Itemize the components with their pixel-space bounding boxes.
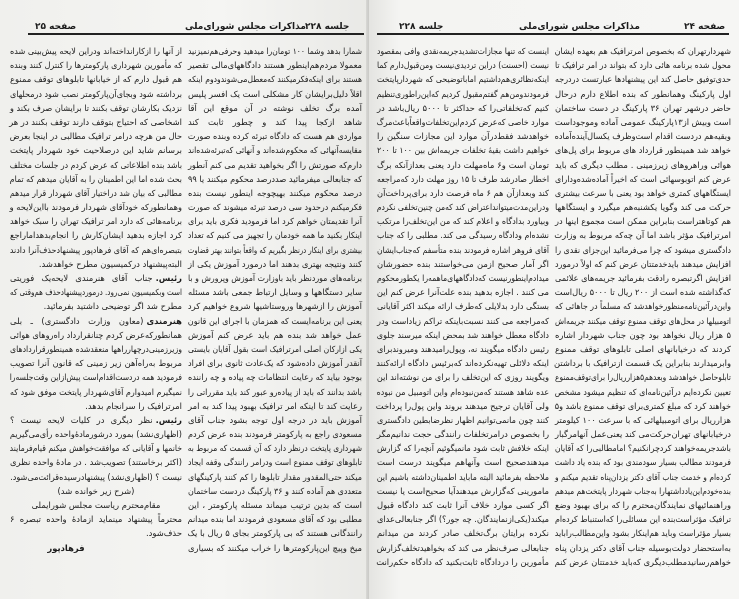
text-line: می کنند . اجازه بدهید بنده علت‌آنرا عرض کنم این bbox=[376, 287, 549, 298]
text-line: هزارریال برای اتومبیلهائی که با سرعت ۱۰۰ کیلومتر bbox=[555, 414, 731, 425]
left-page bbox=[0, 0, 369, 599]
text-line: شمارا بدهد وشما ۱۰۰ تومان‌را میدهید وحرفی‌هم‌نمیزنید bbox=[188, 46, 362, 56]
line-text: مربوط به‌راه‌آهن زیر زمینی که قانون آنرا تصویب bbox=[10, 358, 182, 369]
text-line: عرض کنم اتوبوسهائی است که اخیراً آماده‌شده‌ودارای bbox=[555, 173, 731, 184]
text-line bbox=[10, 328, 182, 342]
text-line: امرترافیک مؤثر باشد اما آن چه‌که مربوط به وزارت bbox=[554, 230, 731, 241]
text-line: ویگویند روزی که این‌تخلف را برای من نوشته‌اند این bbox=[376, 372, 549, 383]
text-line: مواردی هم هست که دادگاه تبرئه کرده وبنده صورت bbox=[187, 131, 362, 142]
text-line: وراهنمائیهای نمایندگان‌محترم را که برای بهبود وضع bbox=[555, 500, 731, 510]
text-line: خواهد شد همینطور قرارداد های مربوط برای پل‌های bbox=[554, 145, 731, 156]
text-line: مأمورین را دردادگاه ثابت‌بکنید که دادگاه حکم‌رانت bbox=[376, 556, 549, 567]
text-line: اول پارکینگ وهمانطور که بنده اطلاع دارم درحال bbox=[555, 88, 731, 99]
text-line bbox=[10, 158, 182, 172]
signature: فرهادپور bbox=[47, 542, 85, 553]
text-line bbox=[10, 370, 182, 384]
text-line: نکرده برایتان برگ‌تخلف صادر کردند من میدانم bbox=[377, 528, 549, 539]
text-line bbox=[10, 498, 182, 512]
line-text: (معاون وزارت دادگستری) ـ بلی bbox=[10, 315, 144, 326]
line-text: مطرح شد اگر توضیحی داشتید بفرمائید. bbox=[43, 301, 182, 312]
text-line: ایستگاههای کمتری خواهد بود یعنی با سرعت بیشتری bbox=[554, 187, 731, 198]
text-line: واین‌درآئین‌نامه‌منظورخواهدشد که مسلماً در جاهائی که bbox=[555, 301, 731, 312]
text-line: باشدجریمه‌خواهند کرد‌چرا‌نکنیم؟ اما‌مطالبی‌را که آقایان bbox=[554, 443, 731, 454]
text-line: بیشتری برای اینکار درنظر بگیریم که واقعاً بتوانند بهتر قضاوت bbox=[187, 244, 362, 255]
text-line: رعایت کند تا اینکه امر ترافیک بهبود پیدا کند به امر bbox=[188, 400, 362, 411]
text-line bbox=[10, 44, 182, 58]
text-line: شاهد ازکجا پیدا کند و چطور ثابت کند bbox=[188, 116, 362, 127]
text-line: یعنی این برنامه‌ایست که همزمان با اجرای این قانون bbox=[187, 315, 362, 326]
text-line bbox=[10, 72, 182, 86]
text-line: میخ وپیچ این‌پارکومترها را خراب میکنند که بسیاری bbox=[188, 542, 362, 553]
text-line bbox=[10, 87, 182, 101]
line-text: (شرح زیر خوانده شد) bbox=[57, 485, 135, 496]
text-line: خواهدشد فقط‌درآن موارد این مجازات سنگین را bbox=[377, 131, 549, 142]
line-text: برداشته شود وبجای‌آن‌پارکومتر نصب شود درمحلهای bbox=[10, 88, 182, 99]
text-line: درصد محکوم میکنند بهیچوجه اینطور نیست بنده bbox=[188, 187, 362, 198]
text-line bbox=[10, 257, 182, 271]
text-line: مامورینی که‌گزارش میدهند‌آیا صحیح‌است یا نیست bbox=[376, 485, 549, 496]
text-line: وابرمیدارند بنابراین یک قسمت ازترافیک با برداشتن bbox=[553, 358, 731, 369]
text-line: تومان است و۶ ماه‌مهلت دارد یعنی بعدازآنکه برگ bbox=[377, 159, 549, 170]
text-line bbox=[10, 399, 182, 413]
text-line bbox=[10, 200, 182, 214]
text-line bbox=[10, 115, 182, 129]
text-line bbox=[10, 512, 182, 526]
text-line: رئیس دادگاه میگویند نه، وپول‌رامیدهند ومیروند‌برای bbox=[377, 343, 549, 354]
text-line bbox=[10, 101, 182, 115]
text-line: ترافیک مؤثراست‌بنده این مسائلی‌را که‌استنباط کرده‌ام bbox=[555, 514, 731, 525]
line-text: مطالبی که بیان شد دراختیار آقای شهردار قرار میدهم bbox=[9, 187, 182, 198]
line-text: خانمها و آقایانی که موافقت‌خواهش میکنم قیام‌فرمایند bbox=[9, 443, 182, 454]
running-title: مذاکرات مجلس شورای‌ملی bbox=[519, 22, 640, 32]
text-line: جنابعالی صرف‌نظر می کند که بخواهید‌تخلف‌گزارش bbox=[376, 542, 549, 553]
text-line bbox=[10, 455, 182, 469]
text-line: آموزش را ازشهرها وروستاشیها شروع خواهیم کرد bbox=[187, 301, 362, 312]
line-text: امرترافیک را سرانجام بدهد. bbox=[85, 400, 182, 411]
line-text: که مأمورین شهرداری پارکومترها را کنترل کنند وبنده bbox=[10, 60, 182, 71]
line-text: حذف‌شود. bbox=[146, 528, 182, 539]
line-text: نظر دیگری در کلیات لایحه نیست ؟ bbox=[10, 414, 153, 425]
text-line: ولی آقایان ترجیح میدهند بروند واین پول‌را پرداخت bbox=[375, 400, 549, 411]
text-line: میدهندصحیح است وآنهاهم میگویند درست است bbox=[377, 457, 549, 468]
header-rule bbox=[377, 33, 729, 35]
text-line: کردند که درخیابانهای اصلی تابلوهای توقف ممنوع bbox=[555, 343, 731, 354]
text-line bbox=[10, 526, 182, 540]
text-line: بستگی دارد بدلایلی که‌طرف ارائه میکند اکثر آقایانی bbox=[376, 301, 549, 312]
text-line: هم کوتاهتراست بنابراین ممکن است مجموع اینها در bbox=[555, 216, 731, 227]
text-line: هوائی وراهروهای زیرزمینی . مطلب دیگری که باید bbox=[555, 159, 731, 170]
text-line bbox=[10, 484, 182, 498]
text-line: کرده‌ام و خدمت جناب آقای دکتر یزدان‌پناه تقدیم میکنم و bbox=[555, 471, 731, 482]
text-line bbox=[10, 58, 182, 72]
text-line: کنند ونتیجه بهتری بدهند اما درمورد آموزش یکی از bbox=[188, 258, 362, 269]
text-column-left bbox=[377, 44, 549, 569]
text-line: متعددی هم آماده کنند و ۳۶ پارکینگ دردست ساختمان bbox=[187, 485, 362, 496]
line-text: برنامه‌هائی که دارد امر ترافیک تهران را سبک خواهد bbox=[10, 216, 182, 227]
text-column-right bbox=[188, 44, 362, 555]
header-rule bbox=[28, 33, 364, 35]
text-line bbox=[10, 413, 182, 427]
text-line bbox=[10, 385, 182, 399]
line-text: بتبصره‌ای‌هم که آقای فرهادپور پیشنهاد‌حذف‌آنرا دادند bbox=[9, 244, 183, 255]
text-line: به‌استحضار دولت‌بوسیله جناب آقای دکتر یزدان پناه bbox=[555, 542, 731, 553]
text-line: اینکه‌نظائری‌هم‌داشتیم اما‌باتوضیحی که شهردار‌پایتخت bbox=[377, 74, 549, 85]
text-line bbox=[10, 143, 182, 157]
text-line: اینکه خلافش ثابت شود ما‌نمیگوئیم آنچه‌را که گزارش bbox=[376, 443, 549, 454]
text-line: اینکار بکنید ما همه خودمان را تجهیز می کنیم که تعداد bbox=[187, 230, 362, 241]
line-text: از آنها را ازکارانداخته‌اند ودراین لایحه پیش‌بینی شده bbox=[10, 46, 182, 56]
text-line: برنامه‌های موردنظر باید باوزارت آموزش وپرورش و با bbox=[188, 273, 362, 283]
text-line: را بخصوص درامرتخلفات رانندگی حجت ندانیم‌مگر bbox=[376, 429, 549, 440]
text-line: آمده برگ تخلف نوشته در آن موقع این آقا bbox=[188, 102, 362, 113]
text-line bbox=[10, 285, 182, 299]
line-text: بحث شده اما این اطمینان را به آقایان میدهم که تمام bbox=[9, 173, 183, 184]
text-line: اتومبیلها در محل‌های توقف ممنوع توقف میکنند جریمه‌اش bbox=[555, 315, 731, 326]
line-text: فرمودید همه دردست‌اقدام‌است پیش‌از‌این وقت‌جلسه‌را bbox=[9, 372, 183, 383]
text-line: افزایش میدهند بایدخدمتتان عرض کنم که اولاً درمورد bbox=[555, 258, 731, 269]
text-line: که جنابعالی میفرمائید صددرصد محکوم میکنند یا ۹۹ bbox=[188, 173, 362, 184]
line-text: جناب آقای هنرمندی لایحه‌یک فوریتی bbox=[10, 273, 153, 283]
text-line: مسعودی راجع به پارکومتر فرمودند بنده عرض کردم bbox=[188, 429, 362, 440]
text-line bbox=[10, 214, 182, 228]
text-line: اگر آمار صحیح ازمن می‌خواستند بنده حضورشان bbox=[377, 258, 549, 269]
line-text: کرد اجازه بدهید ایشان‌کارش را انجام‌بدهد‌اما‌راجع bbox=[10, 230, 182, 241]
line-text: وزیرزمینی‌درچهارراهها منعقدشده همینطور‌قراردادهای bbox=[10, 343, 182, 354]
text-line: که‌مراجعه می کنند نسبت‌باینکه تراکم زیاداست ودر bbox=[377, 315, 549, 326]
text-line bbox=[10, 441, 182, 455]
speaker-name: هنرمندی bbox=[146, 315, 182, 326]
text-line: نیست (احسنت) دراین تردیدی‌نیست ومن‌قبول‌دارم کما bbox=[377, 60, 549, 71]
text-line: حرکت می کند وگویا یکشنبه‌هم میگیرد و ایستگاهها bbox=[555, 202, 731, 213]
text-line: بسیار مؤثراست وباید هم‌اینکار بشود واین‌مطالب‌راباید bbox=[554, 528, 731, 539]
text-line: وبیاورد بدادگاه و اعلام کند که من این‌تخلف‌را مرتکب bbox=[377, 216, 549, 227]
text-line: هستند برای اینکه‌فکرمیکنند که‌معطل‌می‌شوندودوم اینکه bbox=[188, 74, 362, 85]
text-line: تعیین نکرده‌ایم درآئین‌نامه‌ای که تنظیم میشود مشخص bbox=[554, 386, 731, 397]
text-line: میدادم‌اینطور‌نیست که‌دادگاههای‌ما‌همه‌را یکطور‌محکوم bbox=[377, 273, 549, 283]
line-text: مقام‌محترم ریاست مجلس شورایملی bbox=[31, 500, 161, 510]
text-line: عده شاهد هستند که‌من‌نبوده‌ام واین اتومبیل من نبوده bbox=[376, 386, 549, 397]
line-text: (اظهاری‌نشد) بمورد درشورمادهٔ‌واحده رأی‌می‌گیریم bbox=[9, 429, 182, 440]
line-text: نمیگیرم امیدوارم آقای‌شهردار پایتخت موفق شود که bbox=[10, 386, 182, 397]
text-line: کند وبعدازآن هم ۶ ماه فرصت دارد برای‌پرداخت‌آن bbox=[377, 187, 549, 198]
speaker-name: رئیس. bbox=[155, 273, 182, 283]
text-line: ملاحظه بفرمائید البته ما‌باید اطمینان‌داشته باشیم این bbox=[376, 471, 549, 482]
line-text: هم قبول دارم که از خیابانها تابلوهای توقف ممنوع bbox=[10, 74, 182, 85]
speaker-name: رئیس. bbox=[155, 414, 182, 425]
text-line bbox=[10, 243, 182, 257]
text-line: آنرا تقدیمتان خواهم کرد اما فرمودید فکری باید برای bbox=[188, 216, 362, 227]
text-line bbox=[10, 427, 182, 441]
text-line: ۵ هزار ریال نخواهد بود چون جناب شهردار اشاره bbox=[555, 329, 731, 340]
line-text: نیست ؟ (اظهاری‌نشد) پیشنهادرسیده‌قرائت‌می‌شود. bbox=[10, 471, 182, 482]
text-line bbox=[10, 541, 182, 555]
text-line: که‌گذاشته شده است از ۲۰۰ ریال تا ۵۰۰۰ ریال‌است bbox=[554, 287, 731, 298]
text-line bbox=[10, 129, 182, 143]
text-line: مطلبی بود که آقای مسعودی فرمودند اما بنده میدانم bbox=[187, 514, 362, 525]
text-line: فرمودندومن‌هم گفتم‌مقبول کردیم که‌این‌راطوری‌تنظیم bbox=[376, 88, 549, 99]
text-line bbox=[10, 271, 182, 285]
text-column-left bbox=[10, 44, 182, 555]
running-title: مذاکرات مجلس شورای‌ملی bbox=[185, 22, 306, 32]
text-line bbox=[10, 299, 182, 313]
line-text: وهمانطورکه خودآقای شهردار فرمودند بااین‌لایحه و bbox=[9, 202, 182, 213]
text-line: افزایش اگرتبصره رادقت بفرمائید جریمه‌های علائمی bbox=[555, 273, 731, 283]
text-line: سایر دستگاهها و وسایل ارتباط جمعی باشد مسئله bbox=[188, 287, 362, 298]
text-line: دارم‌که صورتش را اگر بخواهید تقدیم می کنم آنطور bbox=[188, 159, 362, 170]
page-number: صفحه ۲۴ bbox=[684, 22, 726, 32]
text-line: اینست که تنها مجازات‌تشدیدجریمه‌نقدی وافی بمقصود bbox=[377, 46, 549, 56]
text-line: تابلوهای توقف ممنوع است ودرامر رانندگی وقفه ایجاد bbox=[188, 457, 362, 468]
text-line: آقای فروهر اشاره فرمودند بنده متأسفم که‌جناب‌ایشان bbox=[377, 244, 549, 255]
text-line: بوجود بیاید که رعایت انتظامات چه پیاده و چه راننده bbox=[187, 372, 362, 383]
right-page bbox=[369, 0, 739, 599]
line-text: برسانم شاید این درصلاحیت خود شهردار پایتخت bbox=[10, 145, 182, 156]
text-line: شهرداری پایتخت درنظر دارد که آن قسمت که مربوط به bbox=[187, 443, 362, 454]
text-line bbox=[10, 228, 182, 242]
text-line: دادگستری میشود که چرا می‌فرمائید این‌جزای نقدی را bbox=[555, 244, 731, 255]
text-line: آنقدر آموزش داده‌شود که یک‌عادت ثانوی برای افراد bbox=[187, 358, 362, 369]
text-line bbox=[10, 186, 182, 200]
text-line: اقلاً دلیل‌برایشان کار مشکلی است یک افسر پلیس bbox=[188, 88, 362, 99]
text-line: فرمودند مطالب بسیار سودمندی بود که بنده یاد داشت bbox=[554, 457, 731, 468]
text-line: معمولا مردم‌هم‌اینطور هستند دادگاههای‌مالی تقصیر bbox=[187, 60, 362, 71]
text-line bbox=[10, 172, 182, 186]
line-text: حال من هرچه درامر ترافیک مطالبی در اینجا بعرض bbox=[9, 131, 183, 142]
text-line bbox=[10, 342, 182, 356]
text-line: اخطار صادرشد طرف تا ۱۵ روز مهلت دارد که‌مراجعه bbox=[377, 173, 549, 184]
text-line: است وبیش از۱۳پارکینگ عمومی آماده وموجوداست bbox=[554, 116, 731, 127]
text-line: موارد خاصی که‌عرض کردم‌این‌تخلفات‌واقعاً‌باعث‌مرگ bbox=[376, 116, 549, 127]
text-line: کنیم که‌تخلفاتی‌را که حداکثر تا ۵۰۰۰ ریال‌باشد در bbox=[377, 102, 549, 113]
text-line: خواهم‌رسانید‌مطلب‌دیگری که‌باید خدمتتان عرض کنم bbox=[554, 556, 731, 567]
text-line: حدی‌توفیق حاصل کند این پیشنهادها عبارتست دردرجه bbox=[555, 74, 731, 85]
text-line: دادگاه معطل خواهند شد بمحض اینکه میرسند جلوی bbox=[376, 329, 549, 340]
text-line: کنند چون مانمی‌توانیم اظهار نظرضابطین دادگستری bbox=[377, 414, 549, 425]
text-line: اینکه دلائلی تهیه‌نکرده‌اند که‌برئیس دادگاه ارائه‌کنند bbox=[376, 358, 549, 369]
text-line: باشد بدانند که باید از پیاده‌رو عبور کند باید مقرراتی را bbox=[187, 386, 362, 397]
text-line bbox=[10, 470, 182, 484]
line-text: (اکثر برخاستند) تصویب‌شد . در مادهٔ واحده نظری bbox=[10, 457, 182, 468]
text-line: آموزش باید در درجه اول توجه بشود جناب آقای bbox=[188, 414, 362, 425]
text-line: محول شده برنامه هائی دارد که بتواند در امر ترافیک تا bbox=[555, 60, 731, 71]
text-line: است که بدین ترتیب میماند مسئله پارکومتر ، این bbox=[188, 500, 362, 510]
session-number: جلسه ۲۲۸ bbox=[399, 22, 444, 32]
page-number: صفحه ۲۵ bbox=[35, 22, 77, 32]
line-text: است وبکمیسیون نمی‌رود. درموردپیشنهادحذف هم‌وقتی که bbox=[10, 287, 182, 298]
line-text: البته‌پیشنهاد درکمیسیون مطرح خواهدشد. bbox=[38, 258, 182, 269]
line-text: محترماً پیشنهاد مینماید ازمادهٔ واحده تبصره ۶ bbox=[10, 514, 182, 525]
text-line: خواهیم داشت بقیهٔ تخلفات جریمه‌اش بین ۱۰۰ تا ۲۰۰ bbox=[377, 145, 549, 156]
text-line: میکند حتی‌المقدور مقدار تابلوها را کم کنند پارکینگهای bbox=[187, 471, 362, 482]
text-line bbox=[10, 314, 182, 328]
line-text: همانطورکه‌عرض کردم چنانقرارداد راه‌روهای هوائی bbox=[9, 329, 183, 340]
text-line: بنده‌خودم‌این‌یادداشتهارا به‌جناب شهردار پایتخت‌هم میدهم bbox=[554, 485, 731, 496]
text-column-right bbox=[555, 44, 731, 569]
session-number: جلسه ۲۲۸ bbox=[305, 22, 350, 32]
text-line: تابلوحاصل خواهدشد وبعدهم۵هزارریال‌را برای‌توقف‌ممنوع bbox=[555, 372, 731, 383]
line-text: باشد بنده اطلاعاتی که عرض کردم در جلسات مختلف bbox=[9, 159, 183, 170]
text-line: میکند(یکی‌ازنمایندگان. چه جور؟) اگر جنابعالی‌عدای bbox=[377, 514, 549, 525]
text-line: درخیابانهای تهران‌حرکت‌می کند یعنی‌عمل آنها‌مرگبار bbox=[555, 429, 731, 440]
text-line: وبقیه‌هم دردست اقدام است‌وظرف یکسال‌آینده‌آماده bbox=[554, 131, 731, 142]
text-line: یکی ازارکان اصلی امرترافیک است بقول آقایان بایستی bbox=[188, 343, 362, 354]
line-text: نزدیک بکارشان توقف بکنند تا برایشان صرف بکند و bbox=[10, 102, 182, 113]
text-line: شهردارتهران که بخصوص امرترافیک هم بعهده ایشان bbox=[554, 46, 731, 56]
line-text: اشخاصی که احتیاج بتوقف دارند توقف بکنند در هر bbox=[9, 116, 182, 127]
text-line bbox=[10, 356, 182, 370]
text-line: رانندگانی هستند که بی پارکومتر بجای ۵ ریال با یک bbox=[187, 528, 362, 539]
text-line: اگر کسی موارد خلاف آنرا ثابت کند دادگاه قبول bbox=[377, 500, 549, 510]
text-line: فکرمیکنم درحدود سی درصد تبرئه میشوند که صورت bbox=[188, 202, 362, 213]
text-line: مقایسه‌آنهائی که محکوم‌شده‌اند و آنهائی که‌تبرئه‌شده‌اند bbox=[188, 145, 362, 156]
text-line: نشده‌ام ودادگاه رسیدگی می کند. مطلبی را که جناب bbox=[377, 230, 549, 241]
text-line: خواهند کرد که مبلغ کمتری‌برای توقف ممنوع باشد و۵ bbox=[554, 400, 731, 411]
text-line: ودراین‌مدت‌میتواند‌اعتراض کند که‌من چنین‌تخلفی نکردم bbox=[376, 202, 549, 213]
text-line: حاضر درشهر تهران ۳۶ پارکینگ در دست ساختمان bbox=[555, 102, 731, 113]
text-line: عمل خواهد شد بنده هم باید عرض کنم آموزش bbox=[188, 329, 362, 340]
